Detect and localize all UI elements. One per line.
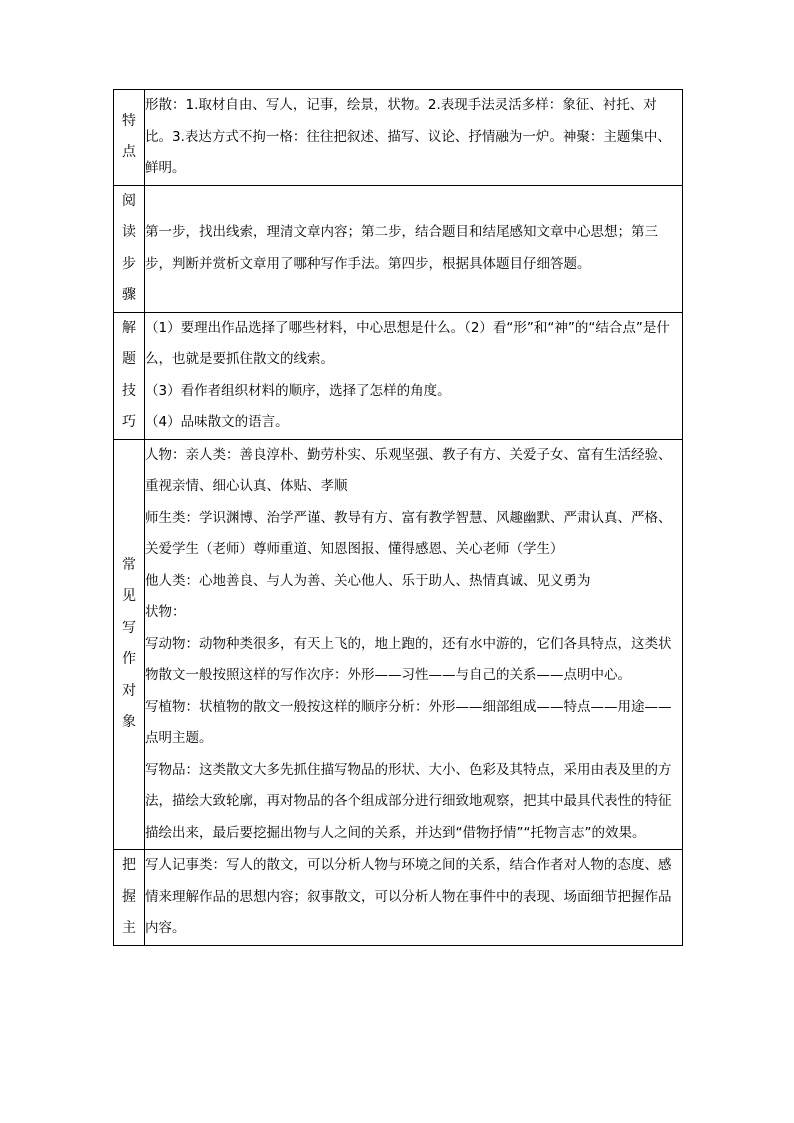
row-heading-char: 握: [122, 888, 136, 905]
row-content: [145, 90, 683, 186]
row-heading: [114, 185, 145, 312]
row-heading-char: 写: [122, 619, 136, 636]
row-heading-char: 技: [122, 382, 136, 399]
table-row: [114, 850, 683, 946]
table-row: [114, 185, 683, 312]
row-content: [145, 439, 683, 850]
row-heading-char: 见: [122, 588, 136, 605]
row-content: [145, 312, 683, 439]
table-body: [114, 90, 683, 946]
row-heading-char: 主: [122, 920, 136, 936]
row-heading-char: 读: [122, 224, 136, 240]
table-row: [114, 439, 683, 850]
content-paragraph: 状物：: [145, 604, 186, 620]
content-paragraph: 第一步，找出线索，理清文章内容；第二步，结合题目和结尾感知文章中心思想；第三步，判断并赏析文章用了哪种写作手法。第四步，根据具体题目仔细答题。: [145, 224, 658, 272]
row-heading: [114, 90, 145, 186]
table-row: [114, 312, 683, 439]
row-heading-char: 巧: [122, 414, 136, 430]
prose-reading-table: [113, 89, 683, 946]
row-heading-char: 常: [122, 556, 136, 573]
content-paragraph: （3）看作者组织材料的顺序，选择了怎样的角度。: [145, 382, 451, 399]
content-paragraph: 形散：1.取材自由、写人，记事，绘景，状物。2.表现手法灵活多样：象征、衬托、对比。3.表达方式不拘一格：往往把叙述、描写、议论、抒情融为一炉。神聚：主题集中、鲜明。: [145, 97, 671, 176]
content-paragraph: 师生类：学识渊博、治学严谨、教导有方、富有教学智慧、风趣幽默、严肃认真、严格、关爱学生（老师）尊师重道、知恩图报、懂得感恩、关心老师（学生）: [145, 509, 672, 557]
row-heading-char: 特: [122, 112, 136, 129]
row-heading-char: 对: [122, 682, 136, 699]
row-content: [145, 185, 683, 312]
content-paragraph: 人物：亲人类：善良淳朴、勤劳朴实、乐观坚强、教子有方、关爱子女、富有生活经验、重视亲情、细心认真、体贴、孝顺: [145, 446, 672, 494]
row-heading-char: 题: [122, 351, 136, 367]
row-content: [145, 850, 683, 946]
content-paragraph: 写植物：状植物的散文一般按这样的顺序分析：外形——细部组成——特点——用途——点明主题。: [145, 698, 672, 746]
row-heading: [114, 439, 145, 850]
content-paragraph: （1）要理出作品选择了哪些材料，中心思想是什么。（2）看“形”和“神”的“结合点”是什么，也就是要抓住散文的线索。: [145, 319, 670, 367]
content-paragraph: 写动物：动物种类很多，有天上飞的，地上跑的，还有水中游的，它们各具特点，这类状物散文一般按照这样的写作次序：外形——习性——与自己的关系——点明中心。: [145, 635, 672, 683]
row-heading: [114, 850, 145, 946]
row-heading-char: 骤: [122, 287, 136, 303]
row-heading: [114, 312, 145, 439]
row-heading-char: 步: [122, 255, 136, 272]
row-heading-char: 把: [122, 857, 136, 873]
content-paragraph: （4）品味散文的语言。: [145, 414, 289, 430]
content-paragraph: 他人类：心地善良、与人为善、关心他人、乐于助人、热情真诚、见义勇为: [145, 572, 591, 589]
row-heading-char: 象: [122, 714, 136, 731]
row-heading-char: 点: [122, 144, 136, 161]
content-paragraph: 写物品：这类散文大多先抓住描写物品的形状、大小、色彩及其特点，采用由表及里的方法，描绘大致轮廓，再对物品的各个组成部分进行细致地观察，把其中最具代表性的特征描绘出来，最后要挖掘出物与人之间的关系，并达到“借物抒情”“托物言志”的效果。: [145, 761, 672, 841]
row-heading-char: 阅: [122, 192, 136, 209]
content-paragraph: 写人记事类：写人的散文，可以分析人物与环境之间的关系，结合作者对人物的态度、感情来理解作品的思想内容；叙事散文，可以分析人物在事件中的表现、场面细节把握作品内容。: [145, 857, 672, 936]
row-heading-char: 解: [122, 319, 136, 336]
table-row: [114, 90, 683, 186]
row-heading-char: 作: [122, 651, 136, 668]
